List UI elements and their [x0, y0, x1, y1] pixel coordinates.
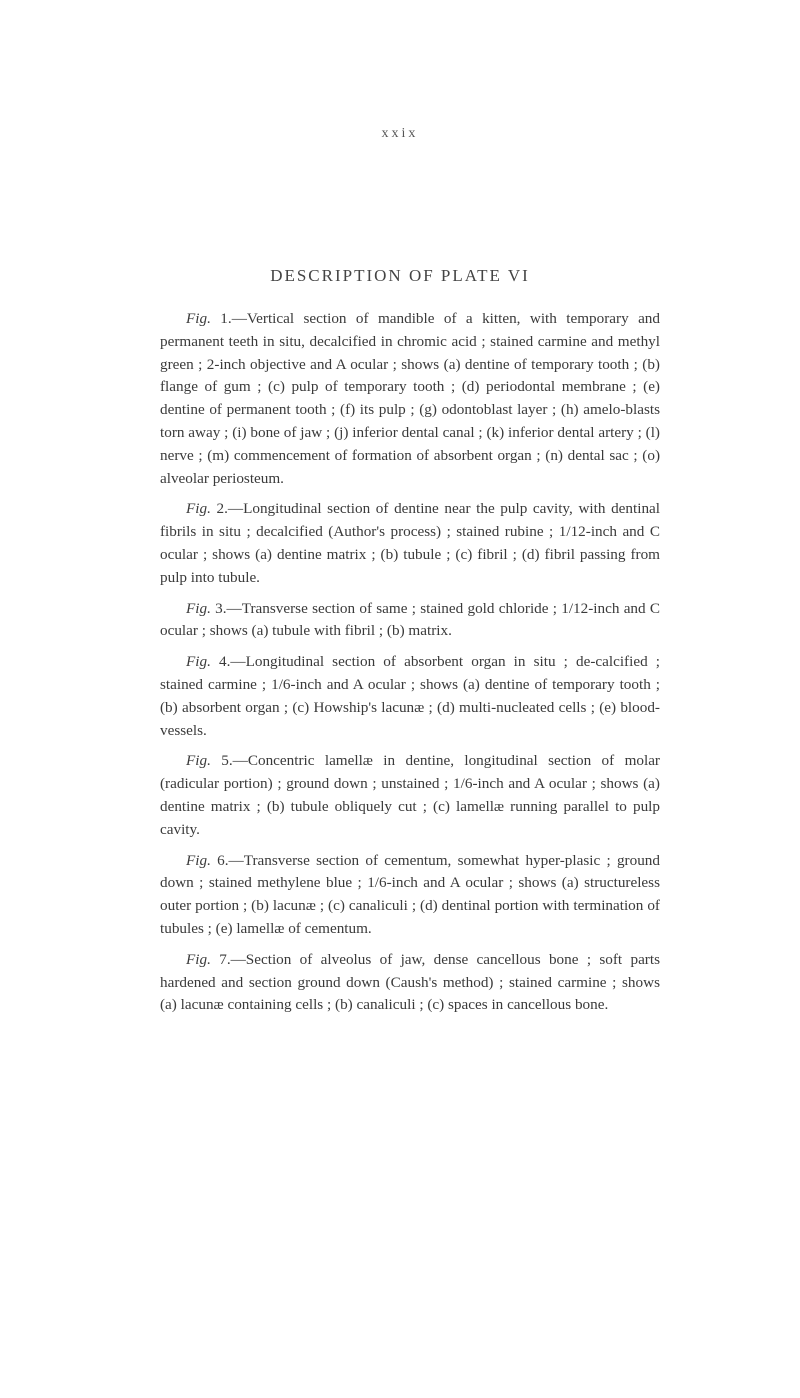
figure-label: Fig.	[186, 310, 211, 327]
figure-description-3	[160, 598, 660, 644]
figure-description-2	[160, 498, 660, 589]
figure-label: Fig.	[186, 599, 211, 617]
figure-description-5	[160, 750, 660, 841]
figure-text: 4.—Longitudinal section of absorbent organ in situ ; de-calcified ; stained carmine ; 1/6-inch and A ocular ; shows (a) dentine of temporary tooth ; (b) absorbent organ ; (c) Howship's lacunæ ; (d) multi-nucleated cells ; (e) blood-vessels.	[160, 653, 661, 739]
figure-text: 5.—Concentric lamellæ in dentine, longitudinal section of molar (radicular portion) ; ground down ; unstained ; 1/6-inch and A ocular ; shows (a) dentine matrix ; (b) tubule obliquely cut ; (c) lamellæ running parallel to pulp cavity.	[160, 752, 660, 838]
figure-label: Fig.	[186, 851, 211, 869]
figure-label: Fig.	[186, 500, 211, 518]
figure-text: 1.—Vertical section of mandible of a kitten, with temporary and permanent teeth in situ, decalcified in chromic acid ; stained carmine and methyl green ; 2-inch objective and A ocular ; shows (a) dentine of temporary tooth ; (b) flange of gum ; (c) pulp of temporary tooth ; (d) periodontal membrane ; (e) dentine of permanent tooth ; (f) its pulp ; (g) odontoblast layer ; (h) amelo-blasts torn away ; (i) bone of jaw ; (j) inferior dental canal ; (k) inferior dental artery ; (l) nerve ; (m) commencement of formation of absorbent organ ; (n) dental sac ; (o) alveolar periosteum.	[160, 310, 660, 487]
page-number: xxix	[381, 126, 419, 141]
figure-descriptions	[160, 308, 660, 1017]
page-title: DESCRIPTION OF PLATE VI	[270, 266, 530, 285]
figure-description-6	[160, 850, 660, 941]
figure-label: Fig.	[186, 752, 211, 770]
figure-label: Fig.	[186, 653, 211, 671]
figure-text: 2.—Longitudinal section of dentine near the pulp cavity, with dentinal fibrils in situ ; decalcified (Author's process) ; stained rubine ; 1/12-inch and C ocular ; shows (a) dentine matrix ; (b) tubule ; (c) fibril ; (d) fibril passing from pulp into tubule.	[160, 500, 660, 586]
figure-description-1	[160, 308, 660, 490]
figure-text: 3.—Transverse section of same ; stained gold chloride ; 1/12-inch and C ocular ; shows (a) tubule with fibril ; (b) matrix.	[160, 599, 661, 640]
figure-description-7	[160, 949, 660, 1017]
figure-label: Fig.	[186, 950, 211, 968]
figure-text: 7.—Section of alveolus of jaw, dense cancellous bone ; soft parts hardened and section ground down (Caush's method) ; stained carmine ; shows (a) lacunæ containing cells ; (b) canaliculi ; (c) spaces in cancellous bone.	[160, 950, 660, 1014]
figure-text: 6.—Transverse section of cementum, somewhat hyper-plasic ; ground down ; stained methylene blue ; 1/6-inch and A ocular ; shows (a) structureless outer portion ; (b) lacunæ ; (c) canaliculi ; (d) dentinal portion with termination of tubules ; (e) lamellæ of cementum.	[160, 851, 660, 937]
figure-description-4	[160, 651, 660, 742]
